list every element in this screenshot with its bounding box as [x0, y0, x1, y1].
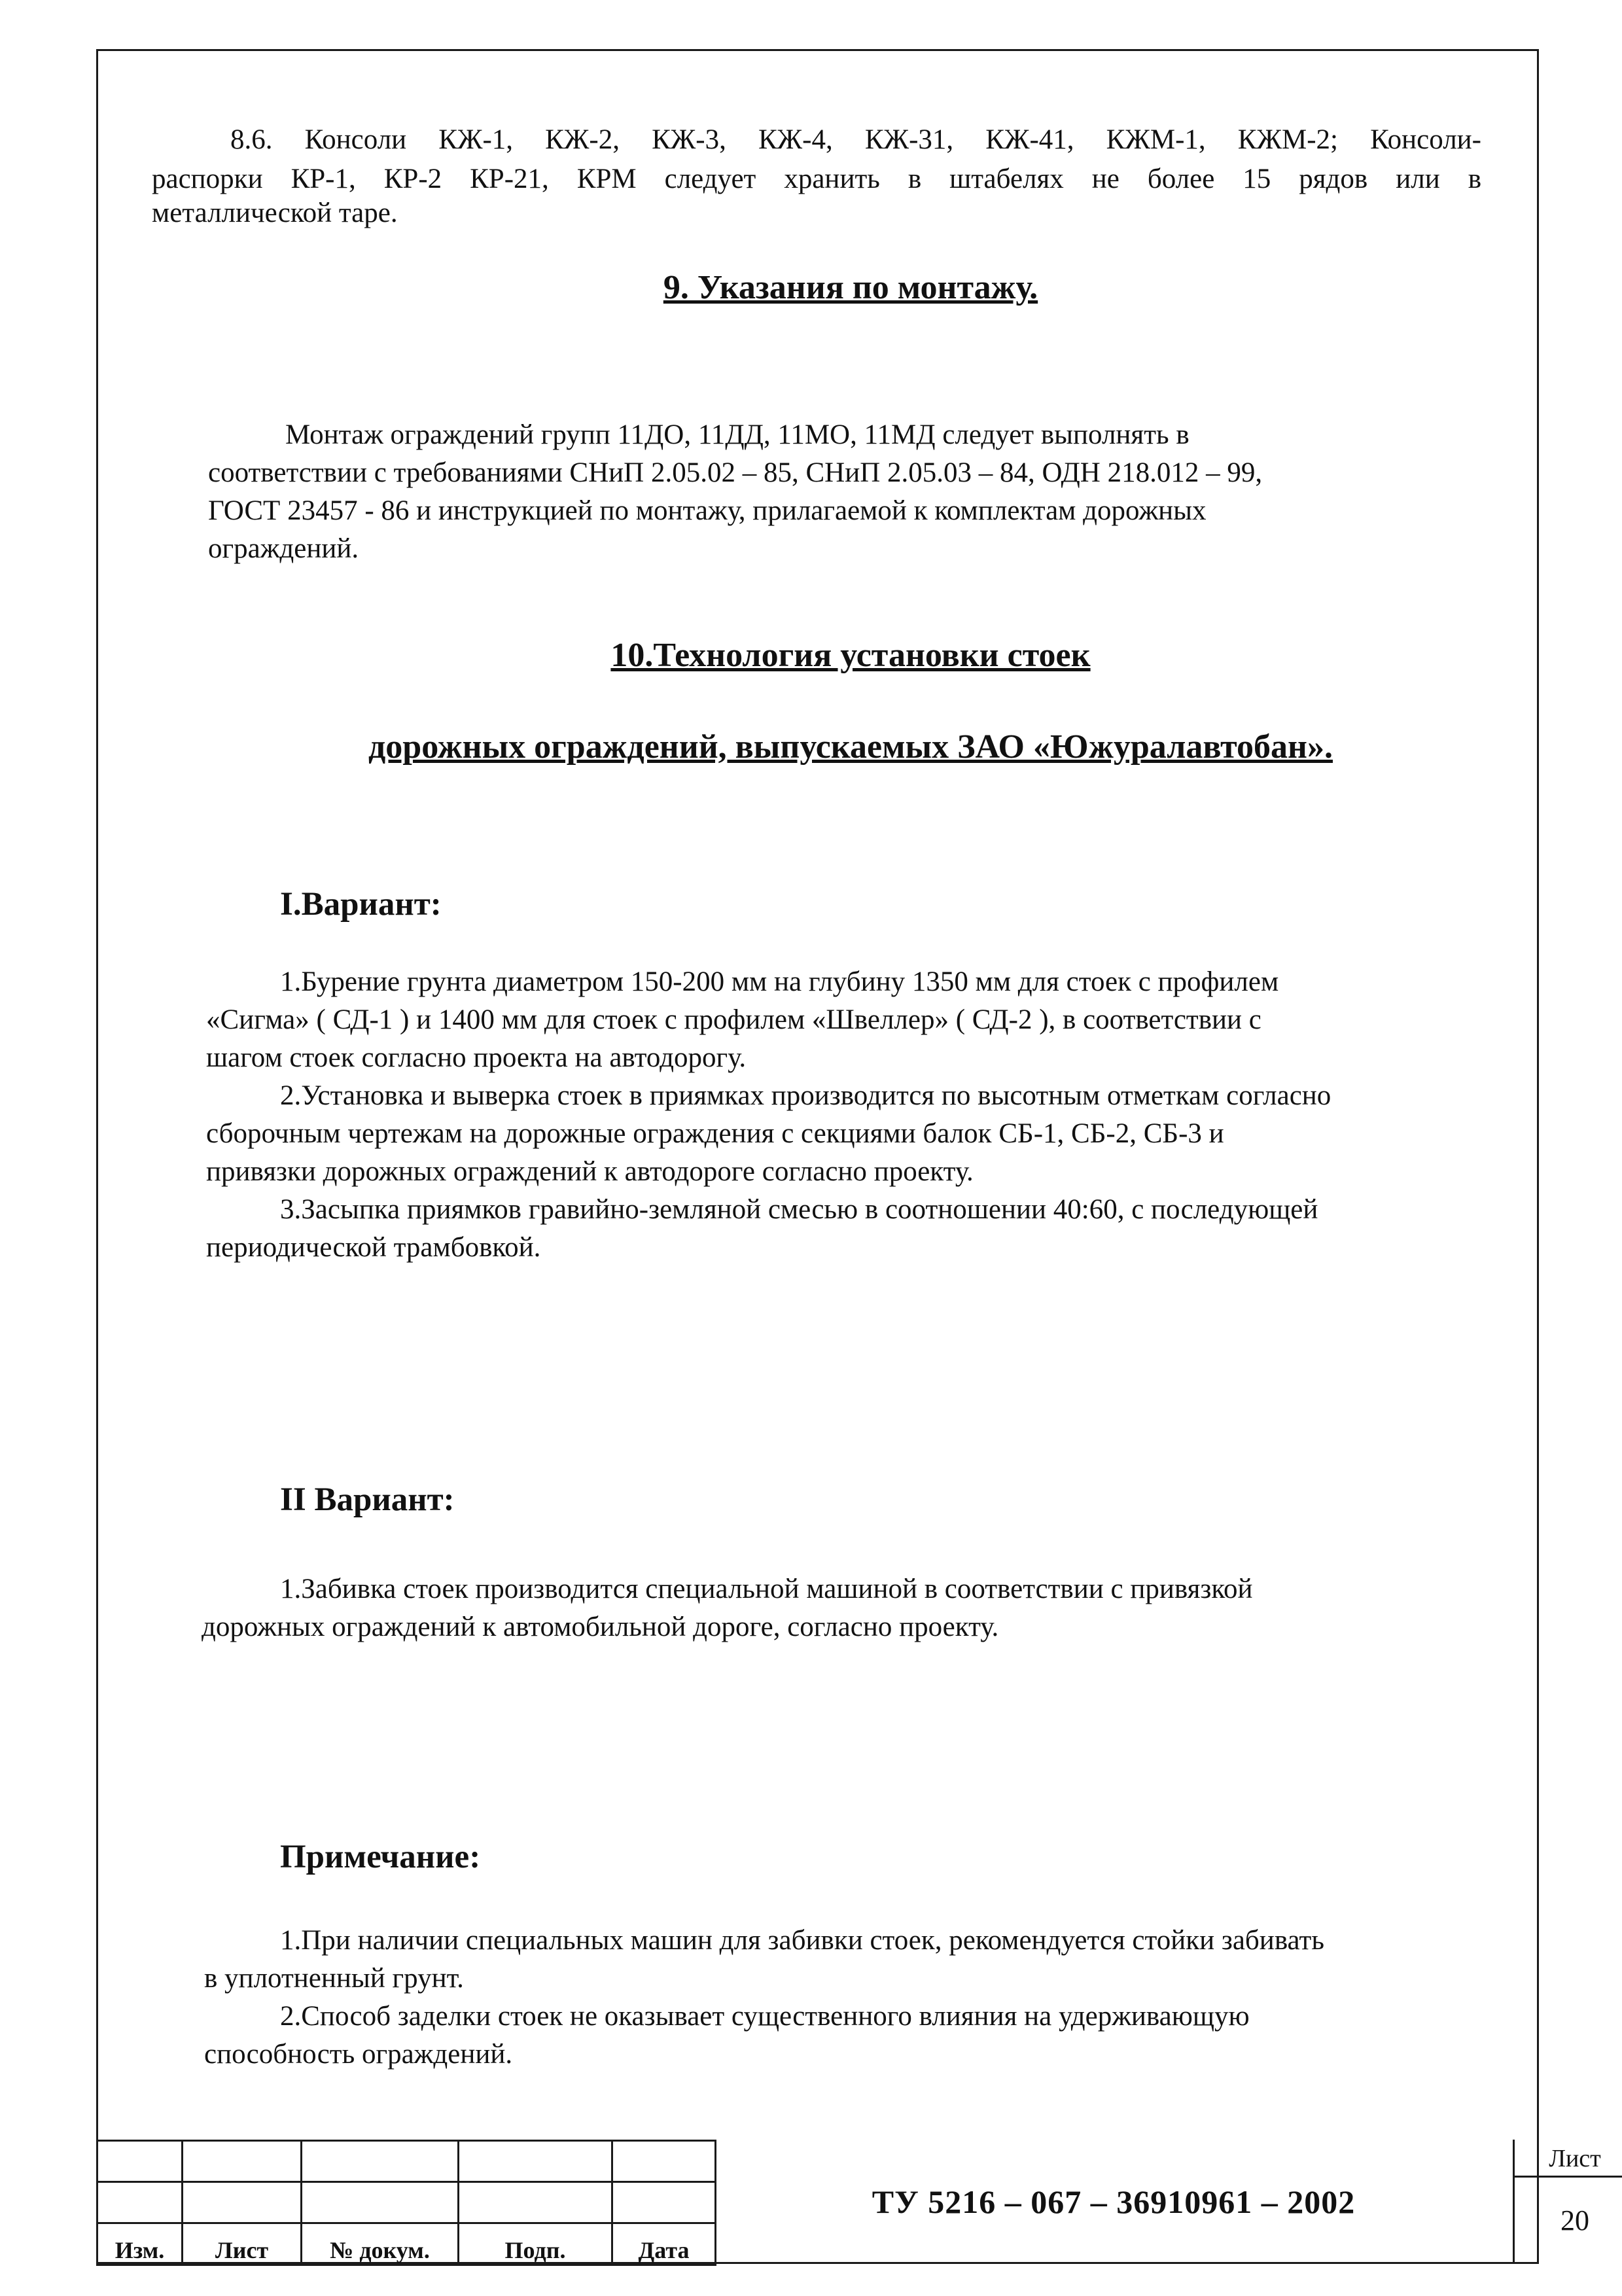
col-date-label: Дата [612, 2223, 716, 2265]
document-designation: ТУ 5216 – 067 – 36910961 – 2002 [872, 2183, 1356, 2220]
col-podp-label: Подп. [459, 2223, 612, 2265]
section-8-6-line-2: распорки КР-1, КР-2 КР-21, КРМ следует хранить в штабелях не более 15 рядов или в [152, 164, 1481, 194]
sheet-number: 20 [1560, 2204, 1589, 2236]
section-9-line-3: ГОСТ 23457 - 86 и инструкцией по монтажу, прилагаемой к комплектам дорожных [208, 495, 1207, 526]
col-doc-label: № докум. [302, 2223, 459, 2265]
variant-2-p1-line-1: 1.Забивка стоек производится специальной машиной в соответствии с привязкой [280, 1574, 1253, 1604]
variant-1-p2-line-2: сборочным чертежам на дорожные ограждения с секциями балок СБ-1, СБ-2, СБ-3 и [206, 1118, 1224, 1149]
title-block-stamp [96, 2140, 1601, 2264]
col-list-label: Лист [183, 2223, 302, 2265]
note-p2-line-1: 2.Способ заделки стоек не оказывает существенного влияния на удерживающую [280, 2001, 1250, 2032]
section-8-6-line-1: 8.6. Консоли КЖ-1, КЖ-2, КЖ-3, КЖ-4, КЖ-31, КЖ-41, КЖМ-1, КЖМ-2; Консоли- [230, 124, 1481, 155]
revision-table [96, 2140, 716, 2266]
sheet-box [1513, 2140, 1622, 2264]
section-9-heading: 9. Указания по монтажу. [663, 269, 1038, 306]
variant-1-p1-line-1: 1.Бурение грунта диаметром 150-200 мм на глубину 1350 мм для стоек с профилем [280, 966, 1279, 997]
note-p2-line-2: способность ограждений. [204, 2039, 513, 2070]
section-8-6-line-3: металлической таре. [152, 198, 398, 228]
variant-1-title: I.Вариант: [280, 886, 442, 923]
variant-2-title: II Вариант: [280, 1481, 455, 1518]
section-10-heading-line-2: дорожных ограждений, выпускаемых ЗАО «Южуралавтобан». [368, 728, 1333, 766]
variant-1-p1-line-3: шагом стоек согласно проекта на автодорогу. [206, 1042, 747, 1073]
variant-1-p2-line-1: 2.Установка и выверка стоек в приямках производится по высотным отметкам согласно [280, 1080, 1331, 1111]
note-title: Примечание: [280, 1839, 481, 1875]
section-9-line-4: ограждений. [208, 533, 359, 564]
variant-1-p2-line-3: привязки дорожных ограждений к автодороге согласно проекту. [206, 1156, 974, 1187]
section-9-line-2: соответствии с требованиями СНиП 2.05.02 – 85, СНиП 2.05.03 – 84, ОДН 218.012 – 99, [208, 457, 1263, 488]
note-p1-line-2: в уплотненный грунт. [204, 1963, 464, 1994]
variant-1-p3-line-2: периодической трамбовкой. [206, 1232, 541, 1263]
variant-1-p1-line-2: «Сигма» ( СД-1 ) и 1400 мм для стоек с профилем «Швеллер» ( СД-2 ), в соответствии с [206, 1004, 1261, 1035]
note-p1-line-1: 1.При наличии специальных машин для забивки стоек, рекомендуется стойки забивать [280, 1925, 1324, 1956]
variant-2-p1-line-2: дорожных ограждений к автомобильной дороге, согласно проекту. [202, 1612, 999, 1642]
section-9-line-1: Монтаж ограждений групп 11ДО, 11ДД, 11МО, 11МД следует выполнять в [285, 419, 1190, 450]
col-izm-label: Изм. [97, 2223, 183, 2265]
sheet-label: Лист [1515, 2140, 1622, 2178]
variant-1-p3-line-1: 3.Засыпка приямков гравийно-земляной смесью в соотношении 40:60, с последующей [280, 1194, 1318, 1225]
section-10-heading-line-1: 10.Технология установки стоек [610, 637, 1091, 674]
